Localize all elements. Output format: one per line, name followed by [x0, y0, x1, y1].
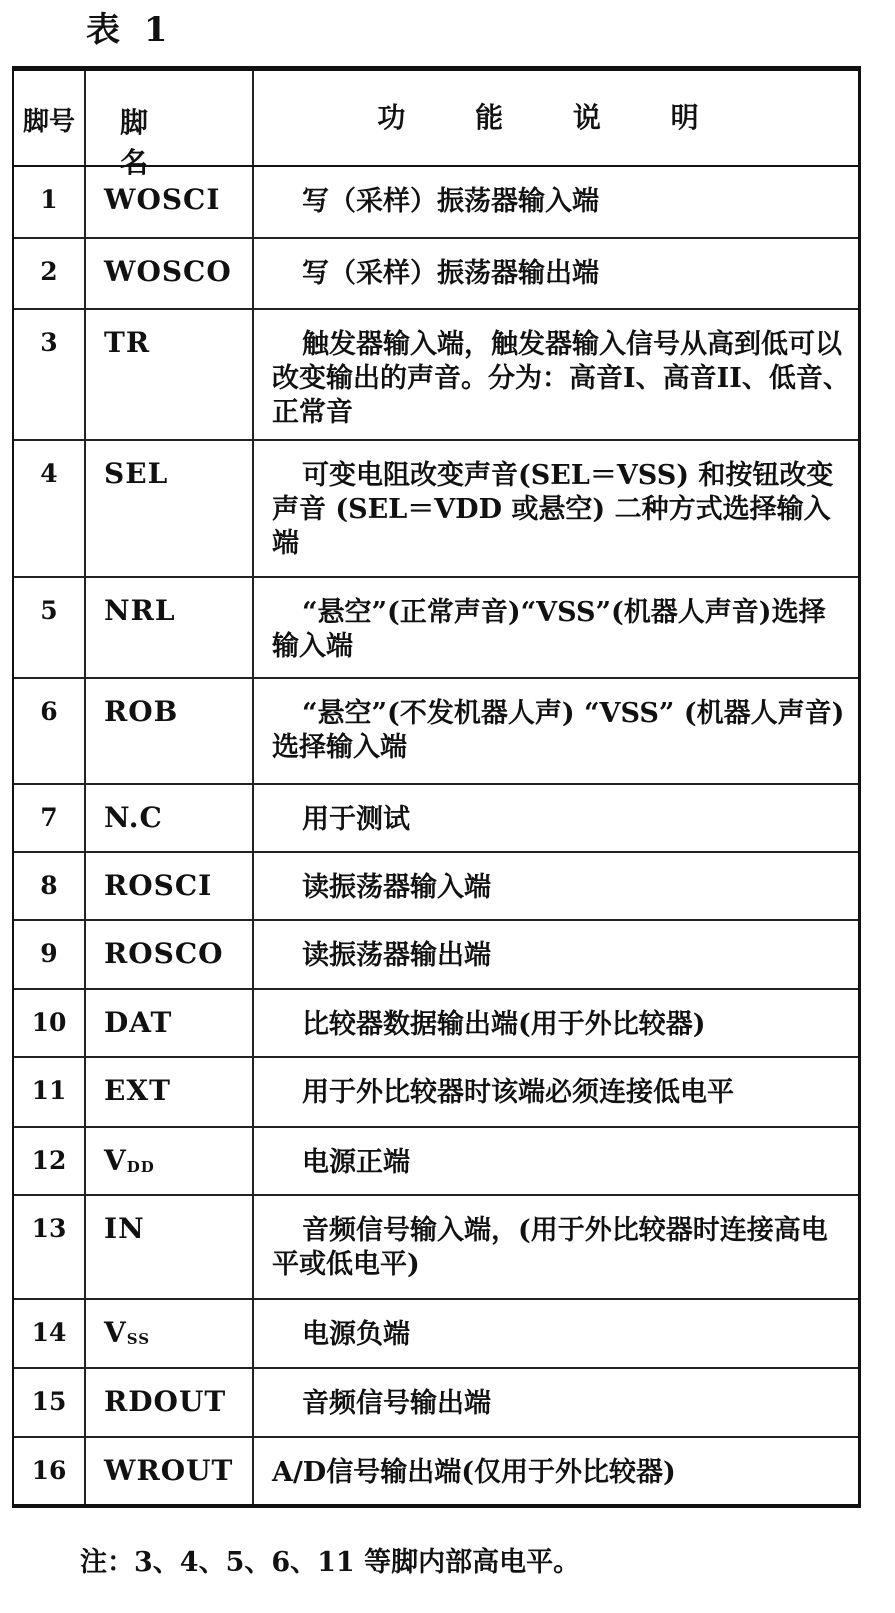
pin-description: 写（采样）振荡器输入端 [302, 186, 599, 217]
header-name: 脚 名 [86, 71, 254, 165]
pin-number: 1 [14, 167, 86, 237]
table-row [14, 578, 858, 679]
pin-number: 12 [14, 1128, 86, 1194]
pin-description: A/D信号输出端(仅用于外比较器) [272, 1457, 676, 1488]
pin-number: 14 [14, 1300, 86, 1367]
pin-number: 6 [14, 679, 86, 783]
table-header-row [14, 71, 858, 179]
pin-description: 触发器输入端，触发器输入信号从高到低可以改变输出的声音。分为：高音I、高音II、低音、正常音 [272, 329, 850, 428]
pin-number: 9 [14, 921, 86, 988]
pin-number: 7 [14, 785, 86, 851]
table-row [14, 1128, 858, 1196]
pin-name: ROSCO [86, 921, 254, 988]
pin-name: WROUT [86, 1438, 254, 1504]
pin-name: $V_{DD}$ [86, 1128, 254, 1194]
pin-description: 音频信号输入端，(用于外比较器时连接高电平或低电平) [272, 1215, 828, 1280]
table-row [14, 1438, 858, 1504]
pin-number: 3 [14, 310, 86, 439]
header-function: 功 能 说 明 [377, 101, 729, 134]
pin-function-table [12, 66, 861, 1508]
table-row [14, 1058, 858, 1128]
table-row [14, 853, 858, 921]
table-row [14, 785, 858, 853]
pin-description: 可变电阻改变声音(SEL＝VSS) 和按钮改变声音 (SEL＝VDD 或悬空) 二种方式选择输入端 [272, 460, 834, 559]
pin-description: 读振荡器输入端 [302, 872, 491, 903]
pin-description: 用于外比较器时该端必须连接低电平 [302, 1077, 734, 1108]
pin-number: 15 [14, 1369, 86, 1436]
pin-number: 5 [14, 578, 86, 677]
pin-description: 比较器数据输出端(用于外比较器) [302, 1009, 706, 1040]
pin-number: 2 [14, 239, 86, 308]
pin-description: “悬空”(不发机器人声) “VSS” (机器人声音)选择输入端 [272, 698, 845, 763]
pin-name: IN [86, 1196, 254, 1298]
table-row [14, 990, 858, 1058]
pin-description: 写（采样）振荡器输出端 [302, 258, 599, 289]
table-row [14, 167, 858, 239]
pin-name: ROSCI [86, 853, 254, 919]
pin-description: “悬空”(正常声音)“VSS”(机器人声音)选择输入端 [272, 597, 826, 662]
header-pin: 脚号 [14, 71, 86, 165]
pin-name: NRL [86, 578, 254, 677]
table-footnote: 注：3、4、5、6、11 等脚内部高电平。 [80, 1547, 581, 1578]
pin-name: RDOUT [86, 1369, 254, 1436]
pin-name: DAT [86, 990, 254, 1056]
pin-description: 电源正端 [302, 1147, 410, 1178]
pin-name: SEL [86, 441, 254, 576]
pin-description: 读振荡器输出端 [302, 940, 491, 971]
table-row [14, 679, 858, 785]
table-row [14, 1196, 858, 1300]
table-row [14, 1300, 858, 1369]
pin-name: EXT [86, 1058, 254, 1126]
pin-name: TR [86, 310, 254, 439]
pin-number: 16 [14, 1438, 86, 1504]
pin-name: WOSCO [86, 239, 254, 308]
table-row [14, 310, 858, 441]
pin-description: 电源负端 [302, 1319, 410, 1350]
pin-name: $V_{SS}$ [86, 1300, 254, 1367]
pin-name: WOSCI [86, 167, 254, 237]
table-title: 表 1 [86, 10, 174, 50]
pin-number: 10 [14, 990, 86, 1056]
pin-number: 13 [14, 1196, 86, 1298]
pin-name: N.C [86, 785, 254, 851]
table-row [14, 1369, 858, 1438]
pin-number: 8 [14, 853, 86, 919]
table-row [14, 921, 858, 990]
table-row [14, 441, 858, 578]
pin-number: 4 [14, 441, 86, 576]
pin-number: 11 [14, 1058, 86, 1126]
pin-name: ROB [86, 679, 254, 783]
pin-description: 用于测试 [302, 804, 410, 835]
pin-description: 音频信号输出端 [302, 1388, 491, 1419]
table-row [14, 239, 858, 310]
